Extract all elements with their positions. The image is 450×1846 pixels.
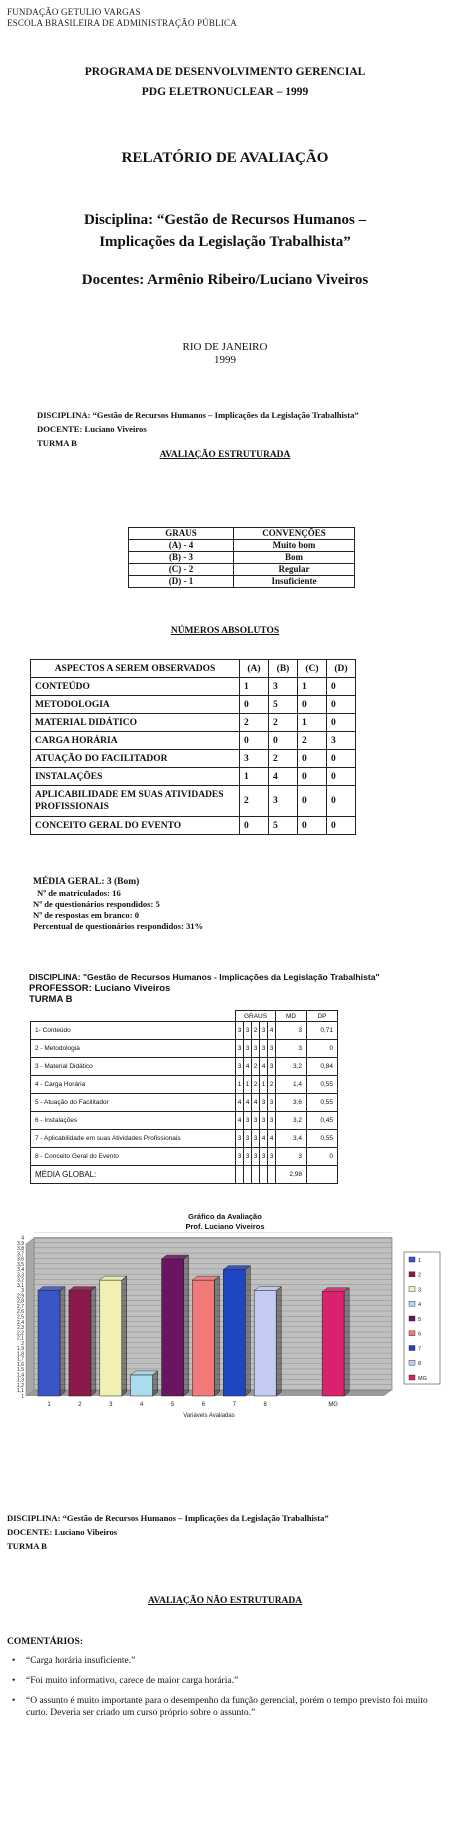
aspect-label: INSTALAÇÕES — [31, 768, 240, 786]
x-tick-label: 3 — [109, 1402, 113, 1408]
scores-discipline: DISCIPLINA: "Gestão de Recursos Humanos - Implicações da Legislação Trabalhista" — [29, 972, 380, 982]
legend-label: MG — [418, 1375, 427, 1382]
grade-cell: 4 — [260, 1130, 268, 1148]
y-tick-label: 4 — [21, 1235, 24, 1242]
count-b: 0 — [269, 732, 298, 750]
md-cell: 3 — [276, 1040, 307, 1058]
count-c: 0 — [298, 750, 327, 768]
grade-cell: 3 — [260, 1094, 268, 1112]
absolute-header — [31, 660, 356, 678]
grades-header: GRAUS — [236, 1011, 276, 1022]
convention-row — [129, 576, 355, 588]
bar — [223, 1270, 245, 1396]
legend-swatch — [409, 1375, 415, 1380]
grade-cell: 3 — [236, 1130, 244, 1148]
comment-text: “Carga horária insuficiente.” — [26, 1656, 136, 1666]
scores-table — [30, 1010, 338, 1184]
convention-label: Regular — [234, 564, 355, 576]
y-tick-label: 1 — [21, 1393, 24, 1400]
count-a: 1 — [240, 768, 269, 786]
y-tick-label: 1,1 — [17, 1388, 24, 1395]
convention-row — [129, 564, 355, 576]
grade-cell: 3 — [244, 1112, 252, 1130]
dp-cell: 0,55 — [307, 1130, 338, 1148]
bar-side — [184, 1255, 189, 1396]
conventions-table — [128, 527, 355, 588]
bar-side — [276, 1287, 281, 1396]
y-tick-label: 1,9 — [17, 1346, 24, 1353]
table-row — [31, 696, 356, 714]
scores-class: TURMA B — [29, 994, 73, 1005]
comments-label: COMENTÁRIOS: — [7, 1637, 84, 1647]
grade-cell: 3 — [244, 1130, 252, 1148]
grade-cell: 3 — [268, 1112, 276, 1130]
enrolled-count: Nº de matriculados: 16 — [37, 888, 121, 898]
chart-title: Gráfico da Avaliação — [188, 1212, 262, 1221]
count-b: 5 — [269, 817, 298, 835]
variable-label: 7 - Aplicabilidade em suas Atividades Profissionais — [31, 1130, 236, 1148]
md-cell: 3,6 — [276, 1094, 307, 1112]
x-tick-label: MG — [328, 1402, 338, 1408]
bar-side — [60, 1287, 65, 1396]
col-c-header: (C) — [298, 660, 327, 678]
count-b: 2 — [269, 750, 298, 768]
grade-cell: 3 — [268, 1058, 276, 1076]
grade-cell: 4 — [236, 1112, 244, 1130]
comment-text: “Foi muito informativo, carece de maior carga horária.” — [26, 1676, 239, 1686]
table-row — [31, 750, 356, 768]
y-tick-label: 2,3 — [17, 1325, 24, 1332]
count-b: 3 — [269, 786, 298, 817]
variable-label: 5 - Atuação do Facilitador — [31, 1094, 236, 1112]
count-d: 0 — [327, 696, 356, 714]
school-name: ESCOLA BRASILEIRA DE ADMINISTRAÇÃO PÚBLICA — [7, 18, 237, 28]
variable-label: 8 - Conceito Geral do Evento — [31, 1148, 236, 1166]
count-b: 3 — [269, 678, 298, 696]
legend-swatch — [409, 1272, 415, 1277]
aspect-label: CARGA HORÁRIA — [31, 732, 240, 750]
grade-cell: 3 — [260, 1148, 268, 1166]
comment-item — [12, 1695, 437, 1719]
grade-cell: 1 — [236, 1076, 244, 1094]
bar-side — [344, 1288, 349, 1396]
legend-swatch — [409, 1331, 415, 1336]
grade-cell: 3 — [268, 1040, 276, 1058]
table-row — [31, 1076, 338, 1094]
md-cell: 1,4 — [276, 1076, 307, 1094]
grade-cell: 3 — [236, 1148, 244, 1166]
legend-label: 4 — [418, 1302, 422, 1309]
count-c: 0 — [298, 696, 327, 714]
aspect-label: MATERIAL DIDÁTICO — [31, 714, 240, 732]
x-tick-label: 8 — [263, 1402, 267, 1408]
md-cell: 3 — [276, 1148, 307, 1166]
dp-cell: 0,71 — [307, 1022, 338, 1040]
md-header: MD — [276, 1011, 307, 1022]
bar — [131, 1375, 153, 1396]
conventions-header-cell: CONVENÇÕES — [234, 528, 355, 540]
x-tick-label: 7 — [232, 1402, 236, 1408]
table-row — [31, 732, 356, 750]
y-tick-label: 3,8 — [17, 1246, 24, 1253]
dp-cell: 0 — [307, 1148, 338, 1166]
bar — [38, 1291, 60, 1396]
variable-label: 6 - Instalações — [31, 1112, 236, 1130]
legend-label: 5 — [418, 1316, 422, 1323]
count-c: 0 — [298, 768, 327, 786]
y-tick-label: 3,6 — [17, 1256, 24, 1263]
grade-cell: 3 — [260, 1112, 268, 1130]
table-row — [31, 1130, 338, 1148]
convention-row — [129, 540, 355, 552]
grade-cell: 4 — [236, 1094, 244, 1112]
bar — [192, 1280, 214, 1396]
count-a: 0 — [240, 817, 269, 835]
legend-swatch — [409, 1287, 415, 1292]
dp-header: DP — [307, 1011, 338, 1022]
y-tick-label: 2,5 — [17, 1314, 24, 1321]
md-cell: 3,4 — [276, 1130, 307, 1148]
unstructured-teacher: DOCENTE: Luciano Vibeiros — [7, 1527, 118, 1537]
count-c: 1 — [298, 714, 327, 732]
count-c: 0 — [298, 817, 327, 835]
bar — [162, 1259, 184, 1396]
count-c: 2 — [298, 732, 327, 750]
col-d-header: (D) — [327, 660, 356, 678]
y-tick-label: 3,4 — [17, 1267, 24, 1274]
y-tick-label: 3 — [21, 1288, 24, 1295]
absolute-numbers-table — [30, 659, 356, 835]
y-tick-label: 3,2 — [17, 1277, 24, 1284]
grade-cell: 3 — [236, 1058, 244, 1076]
y-tick-label: 1,2 — [17, 1382, 24, 1389]
legend-label: 8 — [418, 1361, 422, 1368]
bullet-icon: • — [12, 1676, 16, 1686]
chart-subtitle: Prof. Luciano Viveiros — [185, 1222, 265, 1231]
y-tick-label: 2,2 — [17, 1330, 24, 1337]
bullet-icon: • — [12, 1696, 16, 1706]
scores-teacher: PROFESSOR: Luciano Viveiros — [29, 983, 171, 994]
answered-count: Nº de questionários respondidos: 5 — [33, 899, 160, 909]
bar — [69, 1291, 91, 1396]
grade-cell: 4 — [252, 1094, 260, 1112]
unstructured-class: TURMA B — [7, 1541, 47, 1551]
table-row — [31, 786, 356, 817]
x-tick-label: 6 — [201, 1402, 206, 1408]
aspect-label: CONCEITO GERAL DO EVENTO — [31, 817, 240, 835]
convention-row — [129, 552, 355, 564]
program-title: PROGRAMA DE DESENVOLVIMENTO GERENCIAL — [84, 66, 366, 78]
evaluation-chart — [0, 1232, 450, 1432]
comment-item — [12, 1655, 437, 1667]
y-tick-label: 1,6 — [17, 1361, 24, 1368]
x-tick-label: 1 — [47, 1402, 51, 1408]
convention-label: Bom — [234, 552, 355, 564]
table-row — [31, 678, 356, 696]
answer-percent: Percentual de questionários respondidos: 31% — [33, 921, 204, 931]
general-average: MÉDIA GERAL: 3 (Bom) — [33, 877, 140, 887]
grade-cell: 3 — [268, 1148, 276, 1166]
legend-label: 3 — [418, 1287, 422, 1294]
count-a: 2 — [240, 786, 269, 817]
unstructured-discipline: DISCIPLINA: “Gestão de Recursos Humanos – Implicações da Legislação Trabalhista” — [7, 1513, 329, 1523]
grade-cell: 1 — [260, 1076, 268, 1094]
y-tick-label: 1,4 — [17, 1372, 24, 1379]
count-d: 3 — [327, 732, 356, 750]
structured-title: AVALIAÇÃO ESTRUTURADA — [159, 450, 291, 460]
count-d: 0 — [327, 678, 356, 696]
dp-cell: 0,45 — [307, 1112, 338, 1130]
scores-header — [31, 1011, 338, 1022]
grade-cell: 3 — [236, 1040, 244, 1058]
legend-label: 1 — [418, 1257, 422, 1264]
grade-cell: 3 — [252, 1148, 260, 1166]
y-tick-label: 3,1 — [17, 1282, 24, 1289]
col-b-header: (B) — [269, 660, 298, 678]
convention-grade: (B) - 3 — [129, 552, 234, 564]
legend-label: 2 — [418, 1272, 422, 1279]
legend-label: 6 — [418, 1331, 422, 1338]
aspect-label: METODOLOGIA — [31, 696, 240, 714]
discipline-line-2: Implicações da Legislação Trabalhista” — [99, 234, 351, 250]
report-title: RELATÓRIO DE AVALIAÇÃO — [121, 150, 329, 166]
aspect-label: CONTEÚDO — [31, 678, 240, 696]
count-c: 0 — [298, 786, 327, 817]
dp-cell: 0,55 — [307, 1094, 338, 1112]
dp-cell: 0,84 — [307, 1058, 338, 1076]
grade-cell: 4 — [244, 1094, 252, 1112]
count-b: 4 — [269, 768, 298, 786]
year: 1999 — [214, 354, 236, 366]
grade-cell: 3 — [252, 1112, 260, 1130]
legend-swatch — [409, 1360, 415, 1365]
convention-grade: (A) - 4 — [129, 540, 234, 552]
x-tick-label: 4 — [139, 1402, 144, 1408]
discipline-line-1: Disciplina: “Gestão de Recursos Humanos – — [83, 212, 367, 228]
variable-label: 3 - Material Didático — [31, 1058, 236, 1076]
count-a: 0 — [240, 696, 269, 714]
table-row — [31, 1022, 338, 1040]
count-d: 0 — [327, 786, 356, 817]
dp-cell: 0 — [307, 1040, 338, 1058]
count-b: 2 — [269, 714, 298, 732]
convention-label: Muito bom — [234, 540, 355, 552]
grade-cell: 3 — [244, 1040, 252, 1058]
aspects-header: ASPECTOS A SEREM OBSERVADOS — [31, 660, 240, 678]
grade-cell: 4 — [260, 1058, 268, 1076]
y-tick-label: 2,9 — [17, 1293, 24, 1300]
y-tick-label: 2,8 — [17, 1298, 24, 1305]
table-row — [31, 1148, 338, 1166]
bar — [254, 1291, 276, 1396]
bar-side — [214, 1276, 219, 1396]
institution-name: FUNDAÇÃO GETULIO VARGAS — [7, 7, 141, 17]
y-tick-label: 3,9 — [17, 1240, 24, 1247]
grade-cell: 1 — [244, 1076, 252, 1094]
count-a: 1 — [240, 678, 269, 696]
md-cell: 3,2 — [276, 1112, 307, 1130]
y-tick-label: 1,8 — [17, 1351, 24, 1358]
grade-cell: 3 — [236, 1022, 244, 1040]
bar-side — [91, 1287, 96, 1396]
legend-swatch — [409, 1346, 415, 1351]
grade-cell: 2 — [252, 1076, 260, 1094]
count-a: 2 — [240, 714, 269, 732]
y-tick-label: 2,6 — [17, 1309, 24, 1316]
x-tick-label: 5 — [170, 1402, 175, 1408]
absolute-title: NÚMEROS ABSOLUTOS — [170, 626, 280, 636]
count-d: 0 — [327, 714, 356, 732]
variable-label: 4 - Carga Horária — [31, 1076, 236, 1094]
x-axis-label: Variáveis Avaliadas — [183, 1413, 235, 1419]
grade-cell: 2 — [268, 1076, 276, 1094]
table-row — [31, 1094, 338, 1112]
variable-label: 2 - Metodologia — [31, 1040, 236, 1058]
table-row — [31, 1112, 338, 1130]
y-tick-label: 1,7 — [17, 1356, 24, 1363]
unstructured-title: AVALIAÇÃO NÃO ESTRUTURADA — [147, 1596, 303, 1606]
y-tick-label: 3,5 — [17, 1261, 24, 1268]
global-average-row — [31, 1166, 338, 1184]
table-row — [31, 1040, 338, 1058]
structured-teacher: DOCENTE: Luciano Viveiros — [37, 424, 147, 434]
count-d: 0 — [327, 750, 356, 768]
grade-cell: 4 — [268, 1130, 276, 1148]
comment-item — [12, 1675, 437, 1687]
count-a: 3 — [240, 750, 269, 768]
grade-cell: 3 — [260, 1040, 268, 1058]
chart-side-wall — [26, 1238, 34, 1396]
count-c: 1 — [298, 678, 327, 696]
grade-cell: 3 — [244, 1148, 252, 1166]
legend-label: 7 — [418, 1346, 422, 1353]
bar — [322, 1292, 344, 1396]
convention-grade: (C) - 2 — [129, 564, 234, 576]
y-tick-label: 2 — [21, 1340, 24, 1347]
table-row — [31, 714, 356, 732]
grade-cell: 3 — [260, 1022, 268, 1040]
bar-side — [122, 1276, 127, 1396]
grade-cell: 3 — [268, 1094, 276, 1112]
count-b: 5 — [269, 696, 298, 714]
y-tick-label: 1,5 — [17, 1367, 24, 1374]
y-tick-label: 2,4 — [17, 1319, 24, 1326]
table-row — [31, 768, 356, 786]
count-d: 0 — [327, 817, 356, 835]
blank-count: Nº de respostas em branco: 0 — [33, 910, 140, 920]
bullet-icon: • — [12, 1656, 16, 1666]
legend-swatch — [409, 1316, 415, 1321]
global-average-value: 2,98 — [276, 1166, 307, 1184]
aspect-label: ATUAÇÃO DO FACILITADOR — [31, 750, 240, 768]
grade-cell: 4 — [244, 1058, 252, 1076]
comment-text: “O assunto é muito importante para o desempenho da função gerencial, porém o tempo previsto foi muito curto. Deveria ser criado um curso próprio sobre o assunto.” — [26, 1696, 428, 1718]
variable-label: 1- Conteúdo — [31, 1022, 236, 1040]
grade-cell: 2 — [252, 1022, 260, 1040]
grade-cell: 2 — [252, 1058, 260, 1076]
col-a-header: (A) — [240, 660, 269, 678]
program-subtitle: PDG ELETRONUCLEAR – 1999 — [141, 86, 309, 98]
convention-label: Insuficiente — [234, 576, 355, 588]
grade-cell: 4 — [268, 1022, 276, 1040]
teachers: Docentes: Armênio Ribeiro/Luciano Viveiros — [81, 272, 369, 288]
bar — [100, 1280, 122, 1396]
grades-header: GRAUS — [129, 528, 234, 540]
city: RIO DE JANEIRO — [182, 341, 268, 353]
bar-side — [153, 1371, 158, 1396]
bar-side — [245, 1266, 250, 1396]
global-average-label: MÉDIA GLOBAL: — [31, 1166, 236, 1184]
y-tick-label: 3,7 — [17, 1251, 24, 1258]
grade-cell: 3 — [252, 1130, 260, 1148]
conventions-header — [129, 528, 355, 540]
aspect-label: APLICABILIDADE EM SUAS ATIVIDADES PROFISSIONAIS — [31, 786, 240, 817]
legend-swatch — [409, 1257, 415, 1262]
count-a: 0 — [240, 732, 269, 750]
y-tick-label: 2,7 — [17, 1303, 24, 1310]
table-row — [31, 817, 356, 835]
structured-class: TURMA B — [37, 438, 77, 448]
legend-swatch — [409, 1301, 415, 1306]
grade-cell: 3 — [244, 1022, 252, 1040]
y-tick-label: 2,1 — [17, 1335, 24, 1342]
y-tick-label: 3,3 — [17, 1272, 24, 1279]
dp-cell: 0,55 — [307, 1076, 338, 1094]
x-tick-label: 2 — [78, 1402, 82, 1408]
count-d: 0 — [327, 768, 356, 786]
md-cell: 3,2 — [276, 1058, 307, 1076]
table-row — [31, 1058, 338, 1076]
y-tick-label: 1,3 — [17, 1377, 24, 1384]
convention-grade: (D) - 1 — [129, 576, 234, 588]
structured-discipline: DISCIPLINA: “Gestão de Recursos Humanos – Implicações da Legislação Trabalhista” — [37, 410, 359, 420]
grade-cell: 3 — [252, 1040, 260, 1058]
md-cell: 3 — [276, 1022, 307, 1040]
